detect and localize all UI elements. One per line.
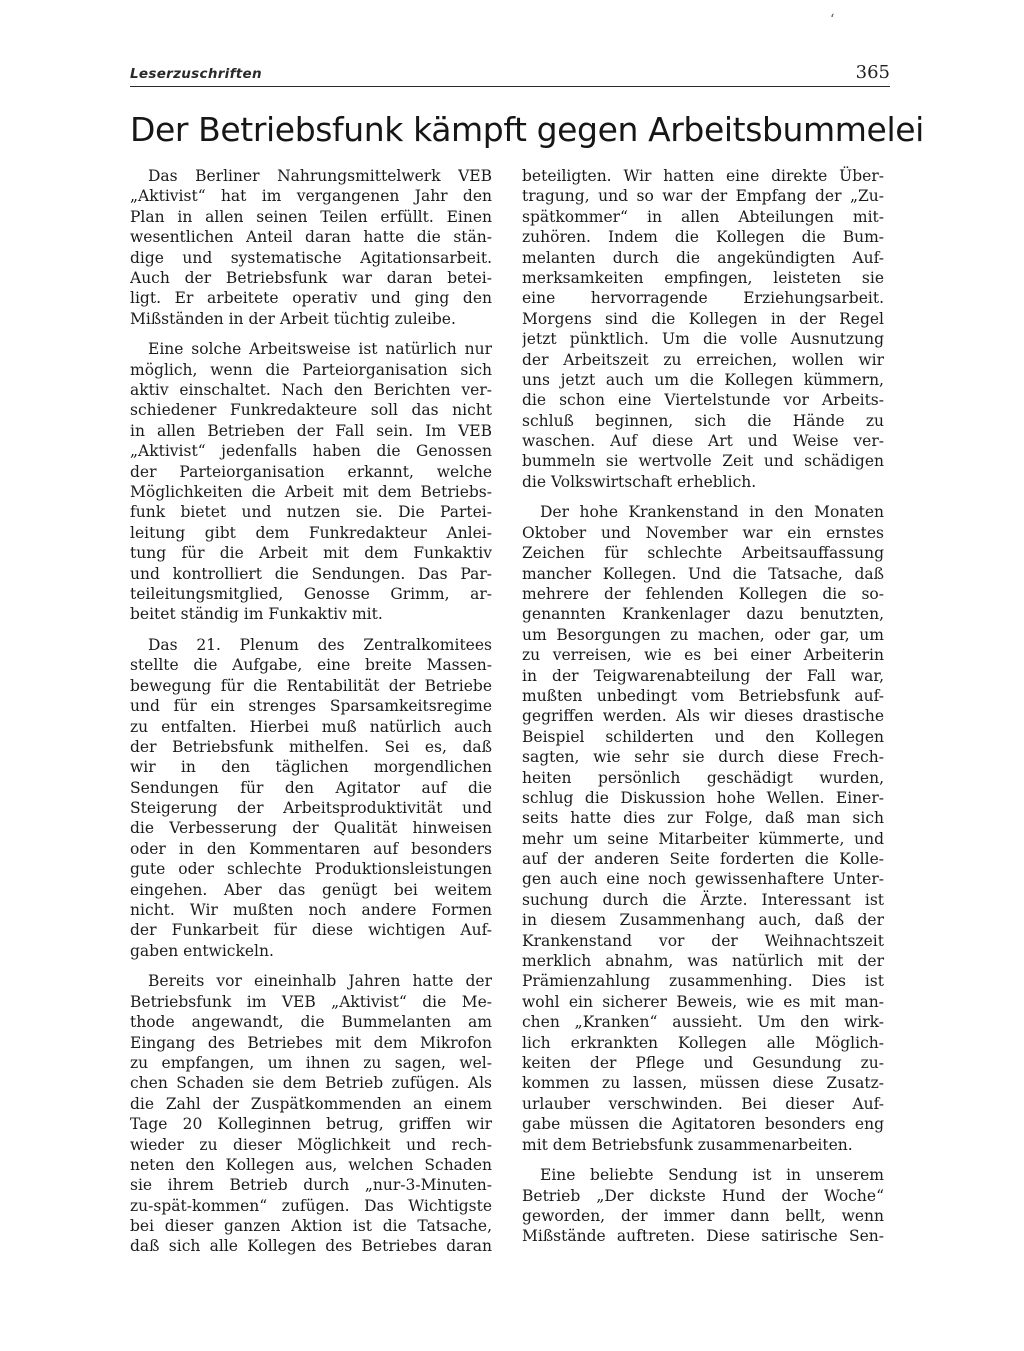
page-number: 365: [855, 62, 890, 83]
text-line: mit dem Betriebsfunk zusammenarbeiten.: [522, 1135, 853, 1154]
right-column: [522, 166, 884, 1247]
text-line: dige und systematische Agitationsarbeit.: [130, 248, 492, 267]
text-line: Eingang des Betriebes mit dem Mikrofon: [130, 1033, 492, 1052]
text-line: merksamkeiten empfingen, leisteten sie: [522, 268, 884, 287]
text-line: suchung durch die Ärzte. Interessant ist: [522, 890, 884, 909]
text-line: teileitungsmitglied, Genosse Grimm, ar-: [130, 585, 492, 603]
text-line: Das Berliner Nahrungsmittelwerk VEB: [148, 167, 492, 185]
text-line: gute oder schlechte Produktionsleistungen: [130, 860, 492, 879]
text-line: wesentlichen Anteil daran hatte die stän-: [130, 228, 492, 247]
text-line: in diesem Zusammenhang auch, daß der: [522, 911, 884, 930]
text-line: Steigerung der Arbeitsproduktivität und: [130, 799, 492, 818]
text-line: nicht. Wir mußten noch andere Formen: [130, 901, 492, 920]
text-line: geworden, der immer dann bellt, wenn: [522, 1206, 884, 1225]
text-line: und für ein strenges Sparsamkeitsregime: [130, 697, 492, 716]
text-line: in allen Betrieben der Fall sein. Im VEB: [130, 421, 492, 440]
text-line: lich erkrankten Kollegen alle Möglich-: [522, 1033, 884, 1052]
text-line: Morgens sind die Kollegen in der Regel: [522, 309, 884, 328]
text-line: gabe müssen die Agitatoren besonders eng: [522, 1115, 884, 1134]
text-line: Mißstände auftreten. Diese satirische Sen-: [522, 1227, 884, 1246]
text-line: urlauber verschwinden. Bei dieser Auf-: [522, 1094, 884, 1113]
text-line: Oktober und November war ein ernstes: [522, 523, 884, 542]
text-line: merklich abnahm, was natürlich mit der: [522, 952, 884, 971]
text-line: kommen zu lassen, müssen diese Zusatz-: [522, 1074, 884, 1093]
left-column: [130, 166, 492, 1257]
text-line: ligt. Er arbeitete operativ und ging den: [130, 289, 492, 308]
text-line: sie ihrem Betrieb durch „nur-3-Minuten-: [130, 1176, 492, 1195]
text-line: stellte die Aufgabe, eine breite Massen-: [130, 656, 492, 675]
text-line: aktiv einschaltet. Nach den Berichten ver-: [130, 381, 492, 400]
text-line: leitung gibt dem Funkredakteur Anlei-: [130, 523, 492, 542]
text-line: bei dieser ganzen Aktion ist die Tatsache,: [130, 1217, 492, 1236]
text-line: Auch der Betriebsfunk war daran betei-: [130, 268, 492, 287]
text-line: zuhören. Indem die Kollegen die Bum-: [522, 228, 884, 247]
text-line: Bereits vor eineinhalb Jahren hatte der: [148, 972, 492, 991]
text-line: Mißständen in der Arbeit tüchtig zuleibe.: [130, 309, 456, 328]
text-line: chen „Kranken“ aussieht. Um den wirk-: [522, 1013, 884, 1032]
text-line: tragung, und so war der Empfang der „Zu-: [522, 187, 884, 206]
text-line: schiedener Funkredakteure soll das nicht: [130, 401, 492, 420]
text-line: mehr um seine Mitarbeiter kümmerte, und: [522, 829, 884, 848]
text-line: tung für die Arbeit mit dem Funkaktiv: [130, 544, 492, 563]
ink-speck: ‘: [830, 12, 835, 28]
text-line: die Volkswirtschaft erheblich.: [522, 472, 757, 491]
text-line: schlug die Diskussion hohe Wellen. Einer-: [522, 788, 884, 807]
text-line: chen Schaden sie dem Betrieb zufügen. Als: [130, 1074, 492, 1093]
text-line: schluß beginnen, sich die Hände zu: [522, 411, 884, 430]
text-line: gaben entwickeln.: [130, 941, 274, 960]
text-line: melanten durch die angekündigten Auf-: [522, 248, 884, 267]
text-line: Möglichkeiten die Arbeit mit dem Betriebs-: [130, 483, 492, 502]
paragraph: [130, 339, 492, 624]
text-line: zu entfalten. Hierbei muß natürlich auch: [130, 717, 492, 736]
text-line: in der Teigwarenabteilung der Fall war,: [522, 666, 884, 685]
text-line: der Funkarbeit für diese wichtigen Auf-: [130, 921, 492, 940]
text-line: funk bietet und nutzen sie. Die Partei-: [130, 503, 492, 522]
text-line: beteiligten. Wir hatten eine direkte Über-: [522, 167, 884, 185]
text-line: mancher Kollegen. Und die Tatsache, daß: [522, 564, 884, 583]
text-line: wir in den täglichen morgendlichen: [130, 758, 492, 777]
text-line: Betrieb „Der dickste Hund der Woche“: [522, 1186, 884, 1205]
text-line: und kontrolliert die Sendungen. Das Par-: [130, 564, 492, 583]
text-line: Beispiel schilderten und den Kollegen: [522, 727, 884, 746]
text-line: Eine beliebte Sendung ist in unserem: [540, 1166, 884, 1185]
text-line: mehrere der fehlenden Kollegen die so-: [522, 585, 884, 603]
text-line: eingehen. Aber das genügt bei weitem: [130, 880, 492, 899]
text-line: die schon eine Viertelstunde vor Arbeits-: [522, 391, 884, 410]
header-rule: [130, 86, 890, 87]
paragraph: [130, 166, 492, 329]
paragraph: [130, 635, 492, 961]
text-line: eine hervorragende Erziehungsarbeit.: [522, 289, 884, 308]
paragraph: [130, 971, 492, 1256]
text-line: der Betriebsfunk mithelfen. Sei es, daß: [130, 737, 492, 756]
text-line: möglich, wenn die Parteiorganisation sich: [130, 360, 492, 379]
text-line: Das 21. Plenum des Zentralkomitees: [148, 635, 492, 654]
text-line: seits hatte dies zur Folge, daß man sich: [522, 809, 884, 828]
text-line: Prämienzahlung zusammenhing. Dies ist: [522, 972, 884, 991]
text-line: zu empfangen, um ihnen zu sagen, wel-: [130, 1053, 492, 1072]
text-line: „Aktivist“ jedenfalls haben die Genossen: [130, 442, 492, 461]
text-line: Sendungen für den Agitator auf die: [130, 778, 492, 797]
text-line: bewegung für die Rentabilität der Betriebe: [130, 676, 492, 695]
paragraph: [522, 502, 884, 1155]
text-line: bummeln sie wertvolle Zeit und schädigen: [522, 452, 884, 471]
text-line: „Aktivist“ hat im vergangenen Jahr den: [130, 187, 492, 206]
text-line: Krankenstand vor der Weihnachtszeit: [522, 931, 884, 950]
text-line: waschen. Auf diese Art und Weise ver-: [522, 432, 884, 451]
section-label: Leserzuschriften: [130, 66, 262, 82]
text-line: keiten der Pflege und Gesundung zu-: [522, 1053, 884, 1072]
text-line: Eine solche Arbeitsweise ist natürlich nur: [148, 340, 492, 359]
article-title: Der Betriebsfunk kämpft gegen Arbeitsbummelei: [130, 110, 924, 149]
text-line: Zeichen für schlechte Arbeitsauffassung: [522, 544, 884, 563]
text-line: Tage 20 Kolleginnen betrug, griffen wir: [130, 1115, 492, 1134]
text-line: zu-spät-kommen“ zufügen. Das Wichtigste: [130, 1196, 492, 1215]
text-line: uns jetzt auch um die Kollegen kümmern,: [522, 370, 884, 389]
text-line: daß sich alle Kollegen des Betriebes daran: [130, 1237, 492, 1256]
paragraph: [522, 1165, 884, 1247]
text-line: spätkommer“ in allen Abteilungen mit-: [522, 207, 884, 226]
running-head: [130, 62, 890, 86]
text-line: die Verbesserung der Qualität hinweisen: [130, 819, 492, 838]
text-line: auf der anderen Seite forderten die Kolle-: [522, 850, 884, 869]
text-line: zu verreisen, wie es bei einer Arbeiterin: [522, 646, 884, 665]
text-line: gen auch eine noch gewissenhaftere Unter-: [522, 870, 884, 889]
text-line: wohl ein sicherer Beweis, wie es mit man-: [522, 992, 884, 1011]
text-line: oder in den Kommentaren auf besonders: [130, 839, 492, 858]
text-line: mußten unbedingt vom Betriebsfunk auf-: [522, 686, 884, 705]
text-line: Plan in allen seinen Teilen erfüllt. Einen: [130, 207, 492, 226]
text-line: heiten persönlich geschädigt wurden,: [522, 768, 884, 787]
text-line: thode angewandt, die Bummelanten am: [130, 1013, 492, 1032]
text-line: genannten Krankenlager dazu benutzten,: [522, 605, 884, 624]
text-line: beitet ständig im Funkaktiv mit.: [130, 605, 383, 624]
text-line: der Parteiorganisation erkannt, welche: [130, 462, 492, 481]
text-line: neten den Kollegen aus, welchen Schaden: [130, 1155, 492, 1174]
text-line: Der hohe Krankenstand in den Monaten: [540, 503, 884, 522]
text-line: wieder zu dieser Möglichkeit und rech-: [130, 1135, 492, 1154]
text-line: um Besorgungen zu machen, oder gar, um: [522, 625, 884, 644]
paragraph: [522, 166, 884, 492]
text-line: jetzt pünktlich. Um die volle Ausnutzung: [522, 330, 884, 349]
text-line: die Zahl der Zuspätkommenden an einem: [130, 1094, 492, 1113]
text-line: sagten, wie sehr sie durch diese Frech-: [522, 748, 884, 767]
text-line: gegriffen werden. Als wir dieses drastische: [522, 707, 884, 726]
text-line: Betriebsfunk im VEB „Aktivist“ die Me-: [130, 992, 492, 1011]
text-line: der Arbeitszeit zu erreichen, wollen wir: [522, 350, 884, 369]
